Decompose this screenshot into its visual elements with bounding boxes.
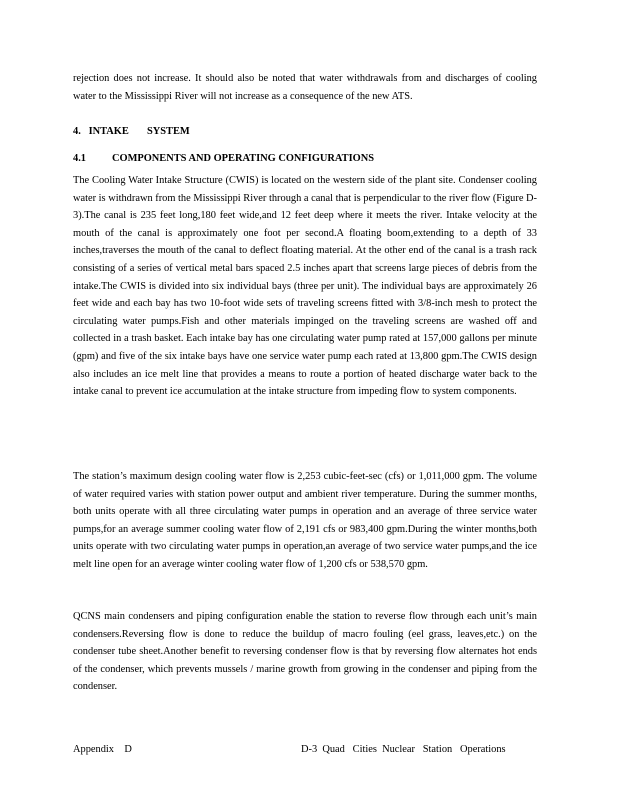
subsection-number: 4.1 [73, 153, 86, 164]
footer-page-title: D-3 Quad Cities Nuclear Station Operations [301, 744, 506, 755]
subsection-title: COMPONENTS AND OPERATING CONFIGURATIONS [111, 153, 374, 164]
body-paragraph-cooling-flow: The station’s maximum design cooling water flow is 2,253 cubic-feet-sec (cfs) or 1,011,000 gpm. The volume of water required varies with station power output and ambient river temperature. During the summer months, both units operate with all three circulating water pumps in operation and an average of three service water pumps,for an average summer cooling water flow of 2,191 cfs or 983,400 gpm.During the winter months,both units operate with two circulating water pumps in operation,an average of two service water pumps,and the ice melt line open for an average winter cooling water flow of 1,200 cfs or 538,570 gpm. [73, 471, 537, 570]
body-paragraph-intake-structure: The Cooling Water Intake Structure (CWIS) is located on the western side of the plant site. Condenser cooling water is withdrawn from the Mississippi River through a canal that is perpendicular to the river flow (Figure D-3).The canal is 235 feet long,180 feet wide,and 12 feet deep where it meets the river. Intake velocity at the mouth of the canal is approximately one foot per second.A floating boom,extending to a depth of 33 inches,traverses the mouth of the canal to deflect floating material. At the other end of the canal is a trash rack consisting of a series of vertical metal bars spaced 2.5 inches apart that screens large pieces of debris from the intake.The CWIS is divided into six individual bays (three per unit). The individual bays are approximately 26 feet wide and each bay has two 10-foot wide sets of traveling screens fitted with 3/8-inch mesh to protect the circulating water pumps.Fish and other materials impinged on the traveling screens are washed off and collected in a trash basket. Each intake bay has one circulating water pump rated at 157,000 gallons per minute (gpm) and five of the six intake bays have one service water pump each rated at 13,800 gpm.The CWIS design also includes an ice melt line that provides a means to route a portion of heated discharge water back to the intake canal to prevent ice accumulation at the intake structure from impeding flow to system components. [73, 175, 538, 398]
body-paragraph-condensers: QCNS main condensers and piping configuration enable the station to reverse flow through each unit’s main condensers.Reversing flow is done to reduce the buildup of macro fouling (eel grass, leaves,etc.) on the condenser tube sheet.Another benefit to reversing condenser flow is that by reversing flow alternates hot ends of the condenser, which prevents mussels / marine growth from growing in the condenser and piping from the condenser. [73, 611, 537, 693]
subsection-heading [73, 153, 374, 164]
footer-appendix: Appendix D [73, 744, 132, 755]
section-heading: 4. INTAKE SYSTEM [73, 126, 190, 137]
intro-paragraph: rejection does not increase. It should also be noted that water withdrawals from and discharges of cooling water to the Mississippi River will not increase as a consequence of the new ATS. [73, 73, 537, 102]
